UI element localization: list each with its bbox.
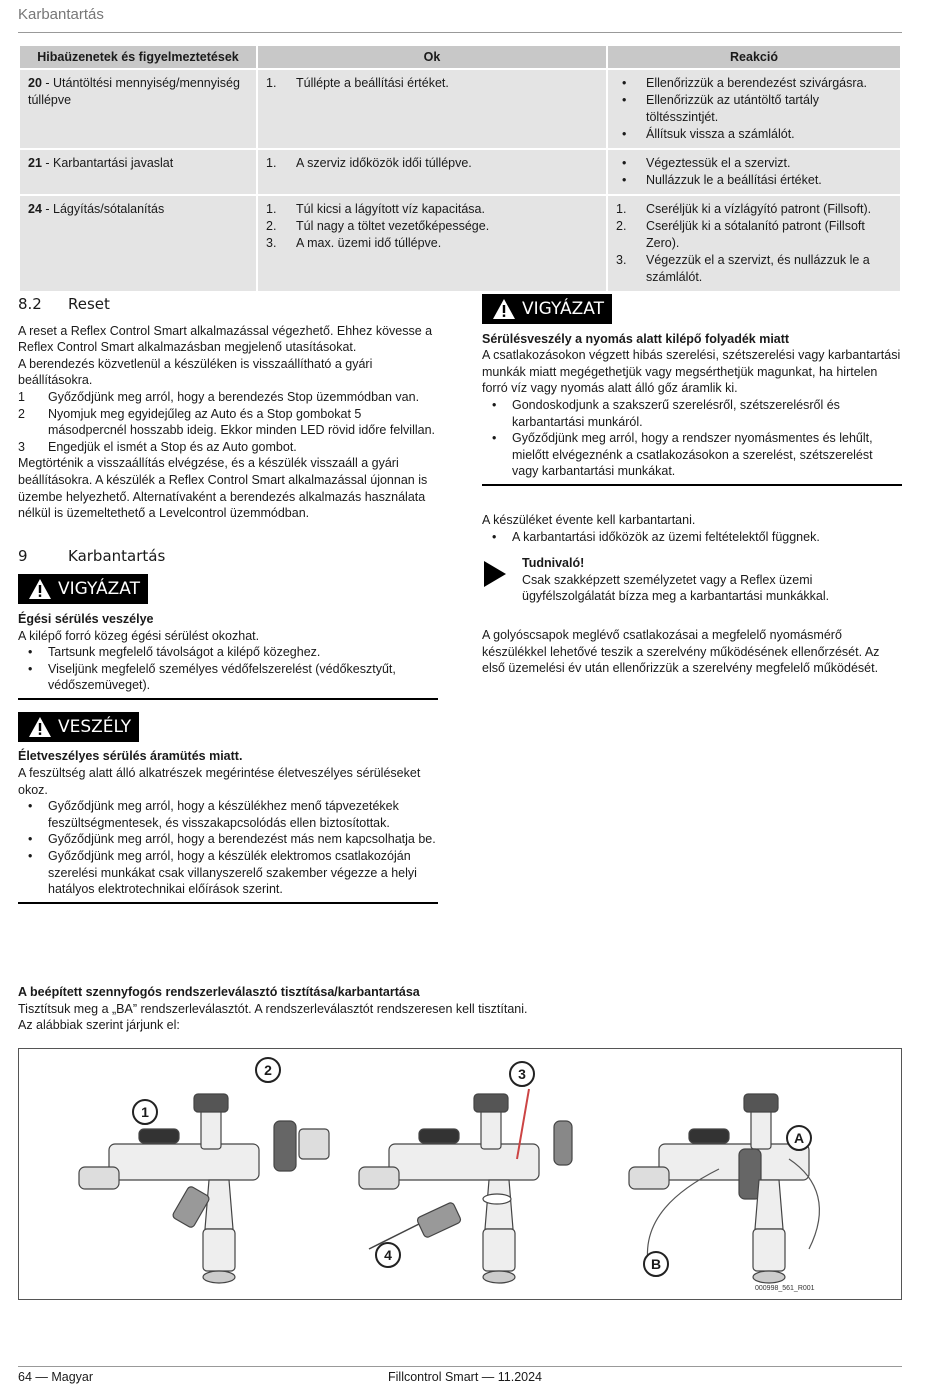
warning-title: Sérülésveszély a nyomás alatt kilépő folyadék miatt — [482, 331, 790, 346]
cause-cell — [258, 150, 606, 194]
reaction-cell — [608, 150, 900, 194]
list-item: 2. Cseréljük ki a sótalanító patront (Fillsoft Zero). — [616, 219, 865, 250]
warning-bullets — [18, 798, 438, 898]
warning-bullets — [18, 644, 438, 694]
note-arrow-icon — [482, 555, 508, 605]
section-number: 9 — [18, 546, 28, 565]
note-title: Tudnivaló! — [522, 556, 585, 571]
danger-electric-block — [18, 712, 438, 904]
table-row — [20, 70, 900, 148]
list-item: 1. Cseréljük ki a vízlágyító patront (Fillsoft). — [616, 202, 872, 216]
list-item: 3. A max. üzemi idő túllépve. — [266, 236, 442, 250]
reaction-cell — [608, 196, 900, 291]
reaction-cell — [608, 70, 900, 148]
section-title: Reset — [68, 295, 110, 313]
valve-assembly-1 — [79, 1094, 329, 1283]
yearly-maintenance: A készüléket évente kell karbantartani. — [482, 512, 696, 527]
caution-pressure-block — [482, 294, 902, 486]
cleaning-title: A beépített szennyfogós rendszerleválasztó tisztítása/karbantartása — [18, 985, 420, 999]
caution-label: VIGYÁZAT — [482, 294, 612, 324]
reset-intro: A reset a Reflex Control Smart alkalmazással végezhető. Ehhez kövesse a Reflex Control Smart alkalmazásban megjelenő utasításokat. — [18, 323, 433, 355]
header-rule — [18, 32, 902, 33]
reset-intro-2: A berendezés közvetlenül a készüléken is visszaállítható a gyári beállításokra. — [18, 356, 373, 388]
warning-bullets — [482, 397, 902, 480]
footer-rule — [18, 1366, 902, 1367]
list-item: 2 Nyomjuk meg egyidejűleg az Auto és a Stop gombokat 5 másodpercnél hosszabb ideig. Ekkor minden LED rövid időre felvillan. — [18, 406, 436, 438]
danger-label: VESZÉLY — [18, 712, 139, 742]
reset-steps — [18, 389, 438, 455]
section-title: Karbantartás — [68, 546, 166, 565]
list-item: 1 Győződjünk meg arról, hogy a berendezés Stop üzemmódban van. — [18, 389, 420, 404]
callout-b: B — [643, 1251, 669, 1277]
warning-text: A csatlakozásokon végzett hibás szerelési, szétszerelési vagy karbantartási munkák miatt megégethetjük vagy megsérthetjük magunkat, ha hirtelen forró víz vagy nyomás alatt álló gőz áramlik ki. — [482, 348, 901, 396]
cause-cell — [258, 196, 606, 291]
list-item: • Ellenőrizzük az utántöltő tartály töltésszintjét. — [616, 92, 892, 126]
list-item: 1. Túllépte a beállítási értéket. — [266, 76, 449, 90]
running-title: Karbantartás — [18, 6, 104, 23]
table-row — [20, 150, 900, 194]
warning-triangle-icon — [28, 716, 52, 738]
list-item: • Állítsuk vissza a számlálót. — [616, 126, 892, 143]
cause-cell — [258, 70, 606, 148]
callout-2: 2 — [255, 1057, 281, 1083]
page-number: 64 — Magyar — [18, 1370, 94, 1384]
table-header-row — [20, 46, 900, 68]
warning-triangle-icon — [492, 298, 516, 320]
ballvalve-paragraph: A golyóscsapok meglévő csatlakozásai a megfelelő nyomásmérő készülékkel lehetővé teszik a szerelvény működésének ellenőrzését. Az első üzemelési év után ellenőrizzük a szerelvény megfelelő működését. — [482, 627, 880, 676]
cleaning-line: Tisztítsuk meg a „BA” rendszerleválasztót. A rendszerleválasztót rendszeresen kell tisztítani. — [18, 1001, 528, 1016]
error-table — [18, 44, 902, 293]
list-item: 3. Végezzük el a szervizt, és nullázzuk le a számlálót. — [616, 253, 870, 284]
callout-4: 4 — [375, 1242, 401, 1268]
footer-product: Fillcontrol Smart — 11.2024 — [388, 1370, 542, 1384]
list-item: 2. Túl nagy a töltet vezetőképessége. — [266, 219, 490, 233]
right-column — [482, 294, 902, 677]
list-item: • Győződjünk meg arról, hogy a készülék elektromos csatlakozóján szerelési munkákat csak villanyszerelő szakember végezze a helyi hatályos elektrotechnikai előírások szerint. — [18, 848, 438, 898]
callout-a: A — [786, 1125, 812, 1151]
list-item: • Nullázzuk le a beállítási értéket. — [616, 172, 892, 189]
warning-title: Életveszélyes sérülés áramütés miatt. — [18, 749, 243, 764]
list-item: • Tartsunk megfelelő távolságot a kilépő közeghez. — [18, 644, 438, 661]
list-item: • Győződjünk meg arról, hogy a berendezést más nem kapcsolhatja be. — [18, 831, 438, 848]
error-cell: 24 - Lágyítás/sótalanítás — [20, 196, 256, 291]
error-cell: 20 - Utántöltési mennyiség/mennyiség túllépve — [20, 70, 256, 148]
caution-burn-block — [18, 574, 438, 700]
warning-text: A kilépő forró közeg égési sérülést okozhat. — [18, 628, 260, 643]
list-item: • Ellenőrizzük a berendezést szivárgásra. — [616, 75, 892, 92]
left-column — [18, 296, 438, 904]
list-item: 1. Túl kicsi a lágyított víz kapacitása. — [266, 202, 485, 216]
maintenance-heading — [18, 548, 438, 565]
note-text: Csak szakképzett személyzetet vagy a Reflex üzemi ügyfélszolgálatát bízza meg a karbantartási munkákkal. — [522, 572, 830, 604]
caution-label: VIGYÁZAT — [18, 574, 148, 604]
list-item: • Győződjünk meg arról, hogy a készülékhez menő tápvezetékek feszültségmentesek, és visszakapcsolódás ellen biztosítottak. — [18, 798, 438, 831]
list-item: 1. A szerviz időközök idői túllépve. — [266, 156, 472, 170]
cleaning-figure — [18, 1048, 902, 1300]
column-header: Hibaüzenetek és figyelmeztetések — [20, 46, 256, 68]
cleaning-section — [18, 984, 902, 1034]
list-item: • Viseljünk megfelelő személyes védőfelszerelést (védőkesztyűt, védőszemüveget). — [18, 661, 438, 694]
warning-text: A feszültség alatt álló alkatrészek megérintése életveszélyes sérüléseket okoz. — [18, 766, 421, 797]
warning-title: Égési sérülés veszélye — [18, 611, 154, 626]
callout-1: 1 — [132, 1099, 158, 1125]
callout-3: 3 — [509, 1061, 535, 1087]
valve-illustration — [19, 1049, 901, 1299]
figure-code: 000998_561_R001 — [755, 1285, 815, 1292]
reset-outro: Megtörténik a visszaállítás elvégzése, és a készülék visszaáll a gyári beállításokra. A készülék a Reflex Control Smart alkalmazással újonnan is üzembe helyezhető. Alternatívaként a berendezés alkalmazás használata nélkül is üzemeltethető a Levelcontrol üzemmódban. — [18, 456, 428, 521]
cleaning-line: Az alábbiak szerint járjunk el: — [18, 1018, 180, 1033]
error-cell: 21 - Karbantartási javaslat — [20, 150, 256, 194]
list-item: • Győződjünk meg arról, hogy a rendszer nyomásmentes és lehűlt, mielőtt elvégeznénk a csatlakozásokon a szerelést, szétszerelést vagy karbantartási munkákat. — [482, 430, 902, 480]
warning-triangle-icon — [28, 578, 52, 600]
section-number: 8.2 — [18, 295, 42, 313]
reset-heading — [18, 296, 438, 313]
column-header: Ok — [258, 46, 606, 68]
list-item: • A karbantartási időközök az üzemi feltételektől függnek. — [482, 529, 902, 546]
column-header: Reakció — [608, 46, 900, 68]
list-item: • Végeztessük el a szervizt. — [616, 155, 892, 172]
yearly-bullets — [482, 529, 902, 546]
table-row — [20, 196, 900, 291]
list-item: • Gondoskodjunk a szakszerű szerelésről, szétszerelésről és karbantartási munkáról. — [482, 397, 902, 430]
note-block — [482, 555, 902, 605]
list-item: 3 Engedjük el ismét a Stop és az Auto gombot. — [18, 439, 297, 454]
